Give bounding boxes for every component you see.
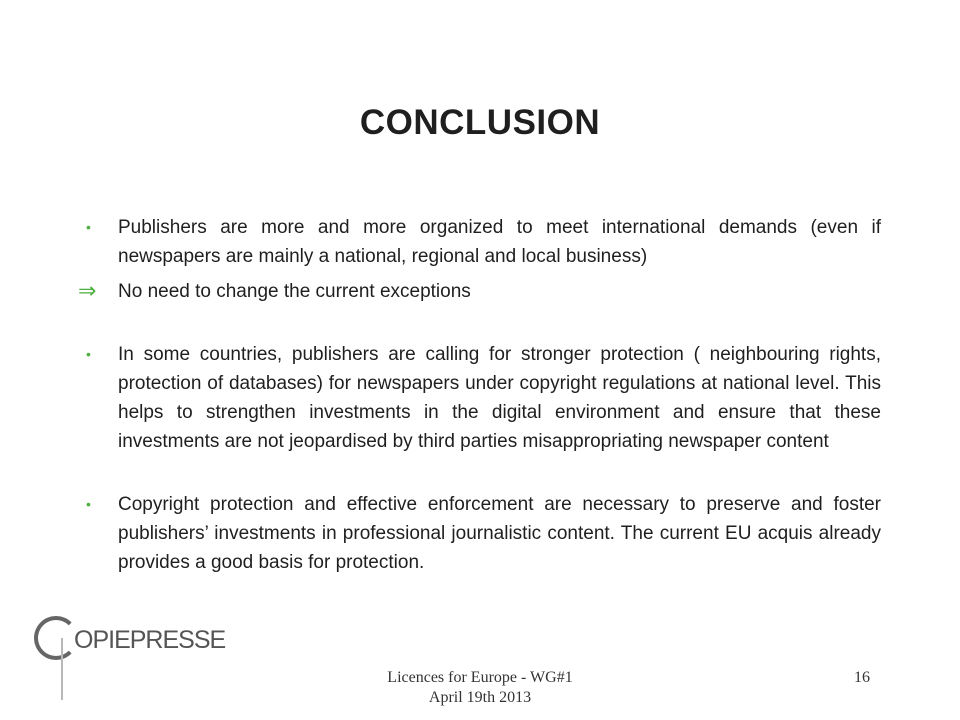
bullet-point-1: [84, 213, 881, 271]
logo-c-icon: [34, 616, 78, 660]
slide-body: [78, 213, 881, 577]
bullet-text-3: Copyright protection and effective enforcement are necessary to preserve and foster publishers’ investments in professional journalistic content. The current EU acquis already provides a good basis for protection.: [118, 494, 881, 573]
bullet-point-2: [84, 340, 881, 456]
bullet-icon: •: [86, 219, 91, 235]
conclusion-text: No need to change the current exceptions: [118, 281, 471, 302]
footer-line-2: April 19th 2013: [428, 689, 532, 706]
bullet-icon: •: [86, 496, 91, 512]
bullet-text-2: In some countries, publishers are calling for stronger protection ( neighbouring rights, protection of databases) for newspapers under copyright regulations at national level. This helps to strengthen investments in the digital environment and ensure that these investments are not jeopardised by third parties misappropriating newspaper content: [118, 344, 881, 452]
footer: [330, 668, 630, 708]
logo-divider: [61, 638, 63, 700]
conclusion-point: [78, 277, 881, 306]
footer-line-1: Licences for Europe - WG#1: [387, 669, 573, 686]
copiepresse-logo: [34, 616, 226, 706]
bullet-icon: •: [86, 346, 91, 362]
implies-arrow-icon: ⇒: [78, 278, 97, 303]
page-number: 16: [854, 669, 870, 686]
slide-title: CONCLUSION: [359, 103, 601, 142]
bullet-point-3: [84, 490, 881, 577]
bullet-text-1: Publishers are more and more organized to meet international demands (even if newspapers are mainly a national, regional and local business): [118, 217, 881, 267]
logo-text: OPIEPRESSE: [74, 626, 226, 654]
